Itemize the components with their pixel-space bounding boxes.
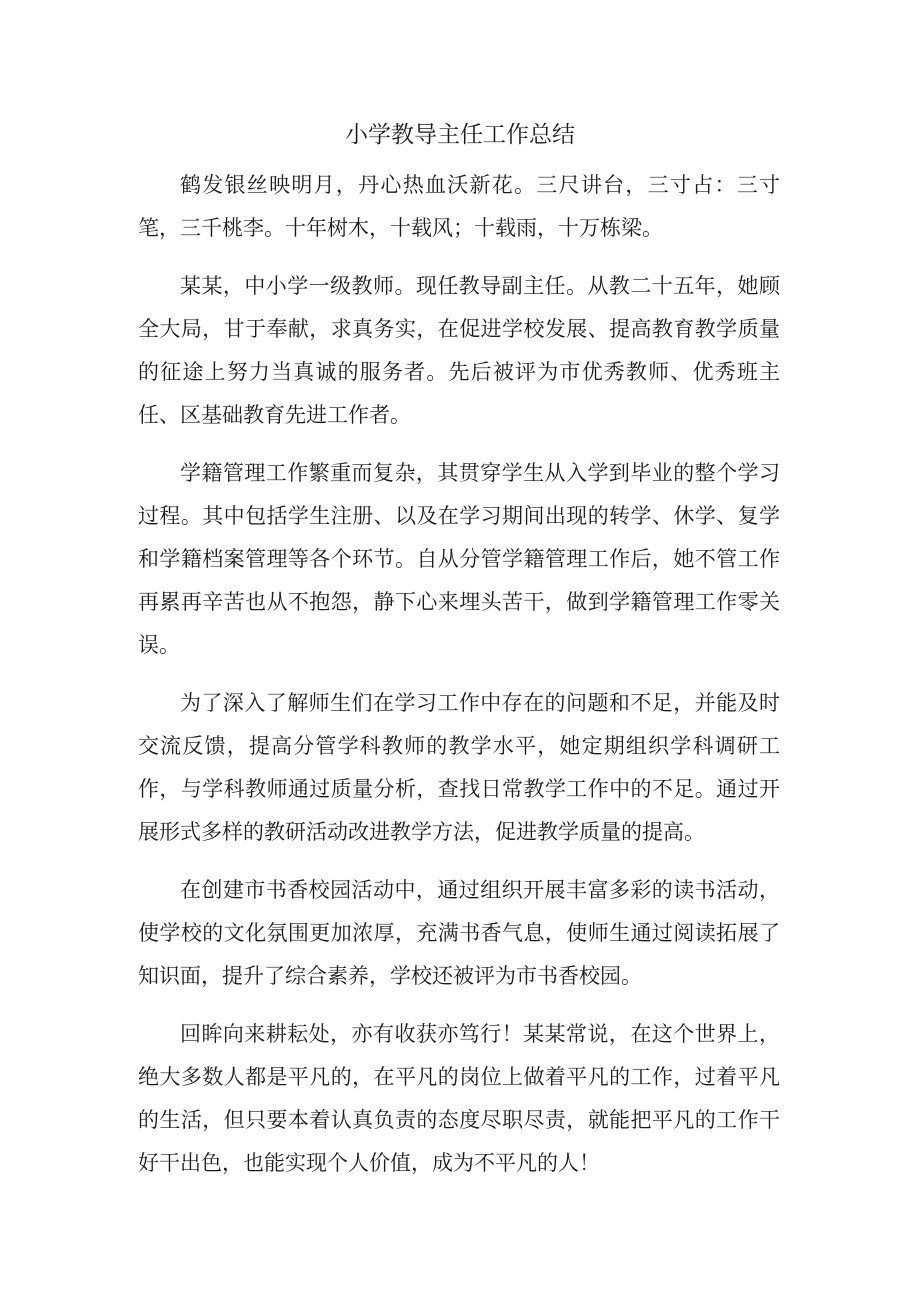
document-title: 小学教导主任工作总结 <box>345 122 575 148</box>
paragraph-1: 鹤发银丝映明月，丹心热血沃新花。三尺讲台，三寸占：三寸笔，三千桃李。十年树木，十载风；十载雨，十万栋梁。 <box>138 173 780 240</box>
paragraph-5: 在创建市书香校园活动中，通过组织开展丰富多彩的读书活动，使学校的文化氛围更加浓厚，充满书香气息，使师生通过阅读拓展了知识面，提升了综合素养，学校还被评为市书香校园。 <box>138 878 780 988</box>
paragraph-2: 某某，中小学一级教师。现任教导副主任。从教二十五年，她顾全大局，甘于奉献，求真务实，在促进学校发展、提高教育教学质量的征途上努力当真诚的服务者。先后被评为市优秀教师、优秀班主任、区基础教育先进工作者。 <box>138 274 780 427</box>
paragraph-6: 回眸向来耕耘处，亦有收获亦笃行！某某常说，在这个世界上，绝大多数人都是平凡的，在平凡的岗位上做着平凡的工作，过着平凡的生活，但只要本着认真负责的态度尽职尽责，就能把平凡的工作干好干出色，也能实现个人价值，成为不平凡的人！ <box>138 1022 780 1175</box>
paragraph-3: 学籍管理工作繁重而复杂，其贯穿学生从入学到毕业的整个学习过程。其中包括学生注册、以及在学习期间出现的转学、休学、复学和学籍档案管理等各个环节。自从分管学籍管理工作后，她不管工作再累再辛苦也从不抱怨，静下心来埋头苦干，做到学籍管理工作零关误。 <box>138 461 780 657</box>
document-body <box>138 164 780 1200</box>
paragraph-4: 为了深入了解师生们在学习工作中存在的问题和不足，并能及时交流反馈，提高分管学科教师的教学水平，她定期组织学科调研工作，与学科教师通过质量分析，查找日常教学工作中的不足。通过开展形式多样的教研活动改进教学方法，促进教学质量的提高。 <box>138 691 780 844</box>
